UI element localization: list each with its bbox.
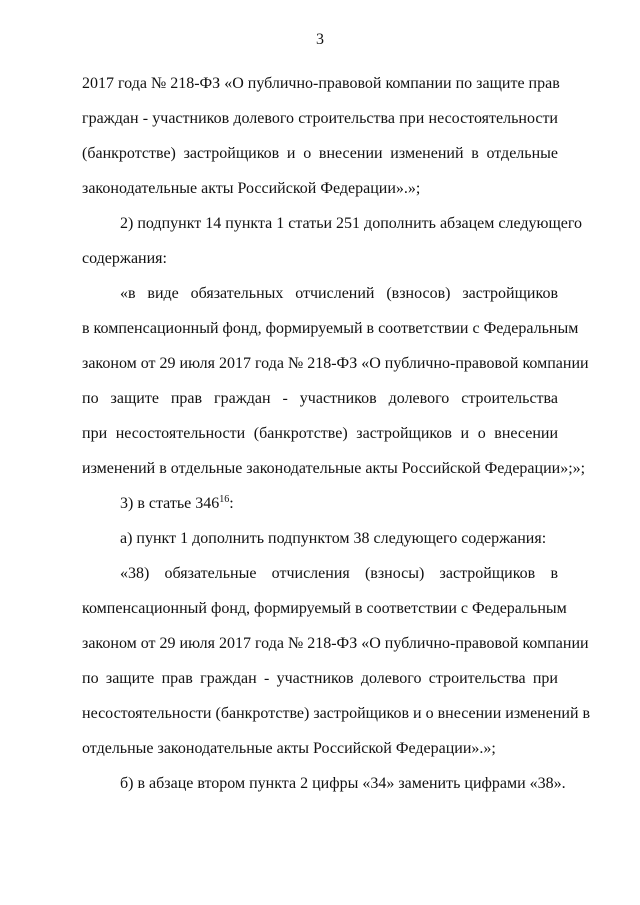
text-line: (банкротстве) застройщиков и о внесении изменений в отдельные bbox=[82, 145, 558, 162]
article-colon: : bbox=[229, 495, 234, 512]
text-line: несостоятельности (банкротстве) застройщиков и о внесении изменений в bbox=[82, 705, 591, 722]
text-line: законодательные акты Российской Федерации».»; bbox=[82, 180, 421, 197]
text-line: отдельные законодательные акты Российской Федерации».»; bbox=[82, 740, 496, 757]
text-line: а) пункт 1 дополнить подпунктом 38 следующего содержания: bbox=[120, 530, 547, 547]
text-line: «38) обязательные отчисления (взносы) застройщиков в bbox=[120, 565, 558, 582]
text-line: «в виде обязательных отчислений (взносов) застройщиков bbox=[120, 285, 558, 302]
text-line: по защите прав граждан - участников долевого строительства bbox=[82, 390, 558, 407]
text-line: компенсационный фонд, формируемый в соответствии с Федеральным bbox=[82, 600, 567, 617]
text-line: 2017 года № 218-ФЗ «О публично-правовой компании по защите прав bbox=[82, 75, 560, 92]
article-reference-line bbox=[120, 494, 558, 514]
text-line: законом от 29 июля 2017 года № 218-ФЗ «О публично-правовой компании bbox=[82, 635, 589, 652]
text-line: изменений в отдельные законодательные акты Российской Федерации»;»; bbox=[82, 460, 586, 477]
text-line: содержания: bbox=[82, 250, 167, 267]
page-number: 3 bbox=[316, 31, 324, 48]
text-line: при несостоятельности (банкротстве) застройщиков и о внесении bbox=[82, 425, 558, 442]
article-superscript: 16 bbox=[219, 494, 230, 505]
text-line: в компенсационный фонд, формируемый в соответствии с Федеральным bbox=[82, 320, 579, 337]
text-line: законом от 29 июля 2017 года № 218-ФЗ «О публично-правовой компании bbox=[82, 355, 589, 372]
article-reference-text: 3) в статье 346 bbox=[120, 495, 220, 512]
text-line: граждан - участников долевого строительства при несостоятельности bbox=[82, 110, 558, 127]
text-line: по защите прав граждан - участников долевого строительства при bbox=[82, 670, 558, 687]
text-line: 2) подпункт 14 пункта 1 статьи 251 дополнить абзацем следующего bbox=[120, 215, 583, 232]
text-line: б) в абзаце втором пункта 2 цифры «34» заменить цифрами «38». bbox=[120, 775, 566, 792]
